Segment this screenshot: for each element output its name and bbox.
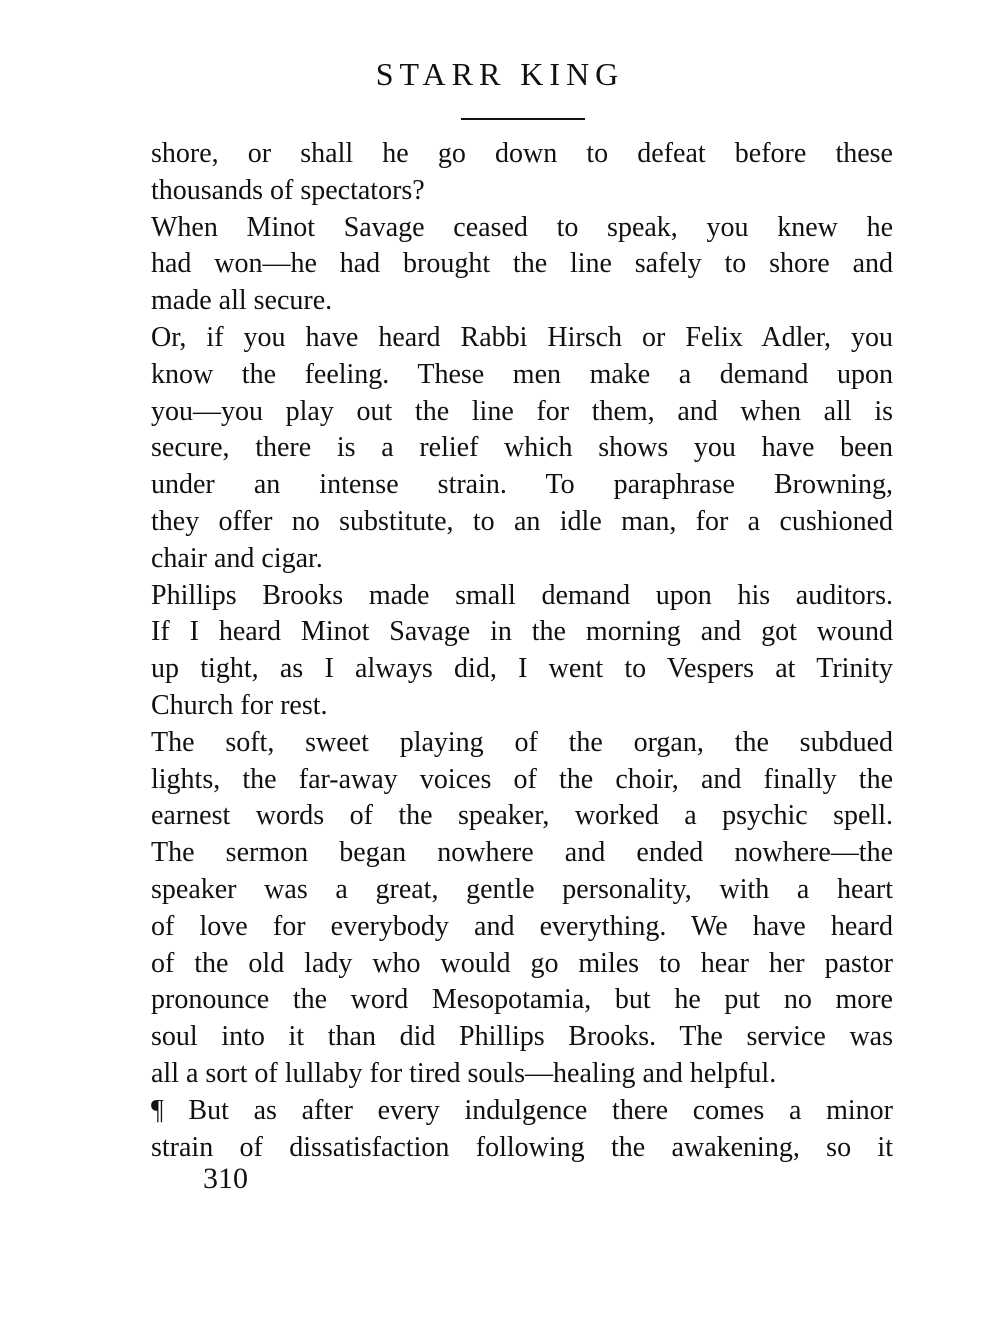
text-line: they offer no substitute, to an idle man, for a cushioned (151, 505, 893, 537)
body-text (151, 136, 893, 1166)
paragraph (151, 1093, 893, 1167)
text-line: The sermon began nowhere and ended nowhere—the (151, 837, 893, 869)
text-line: Or, if you have heard Rabbi Hirsch or Felix Adler, you (151, 321, 893, 353)
text-line: earnest words of the speaker, worked a psychic spell. (151, 800, 893, 832)
text-line: strain of dissatisfaction following the awakening, so it (151, 1131, 893, 1163)
text-line: of love for everybody and everything. We have heard (151, 910, 893, 942)
text-line: made all secure. (151, 285, 333, 317)
text-line: thousands of spectators? (151, 174, 425, 206)
text-line: you—you play out the line for them, and when all is (151, 395, 893, 427)
text-line: know the feeling. These men make a demand upon (151, 358, 893, 390)
text-line: of the old lady who would go miles to hear her pastor (151, 947, 893, 979)
text-line: pronounce the word Mesopotamia, but he put no more (151, 984, 893, 1016)
text-line: chair and cigar. (151, 542, 323, 574)
text-line: had won—he had brought the line safely to shore and (151, 248, 893, 280)
text-line: shore, or shall he go down to defeat before these (151, 138, 893, 169)
text-line: Phillips Brooks made small demand upon his auditors. (151, 579, 893, 611)
text-line: under an intense strain. To paraphrase Browning, (151, 469, 893, 501)
text-line: secure, there is a relief which shows you have been (151, 432, 893, 464)
paragraph (151, 320, 893, 578)
text-line: all a sort of lullaby for tired souls—healing and helpful. (151, 1057, 777, 1089)
text-line: Church for rest. (151, 689, 328, 721)
text-line: ¶ But as after every indulgence there comes a minor (151, 1094, 893, 1126)
text-line: soul into it than did Phillips Brooks. The service was (151, 1021, 893, 1053)
text-line: lights, the far-away voices of the choir, and finally the (151, 763, 893, 795)
paragraph (151, 136, 893, 210)
text-line: speaker was a great, gentle personality, with a heart (151, 873, 893, 905)
text-line: up tight, as I always did, I went to Vespers at Trinity (151, 653, 893, 685)
page-number: 310 (203, 1162, 248, 1195)
head-rule (461, 118, 585, 120)
paragraph (151, 210, 893, 320)
text-line: If I heard Minot Savage in the morning and got wound (151, 616, 893, 648)
paragraph (151, 578, 893, 725)
running-head: STARR KING (375, 56, 625, 92)
text-line: When Minot Savage ceased to speak, you knew he (151, 211, 893, 243)
text-line: The soft, sweet playing of the organ, the subdued (151, 726, 893, 758)
paragraph (151, 725, 893, 1093)
